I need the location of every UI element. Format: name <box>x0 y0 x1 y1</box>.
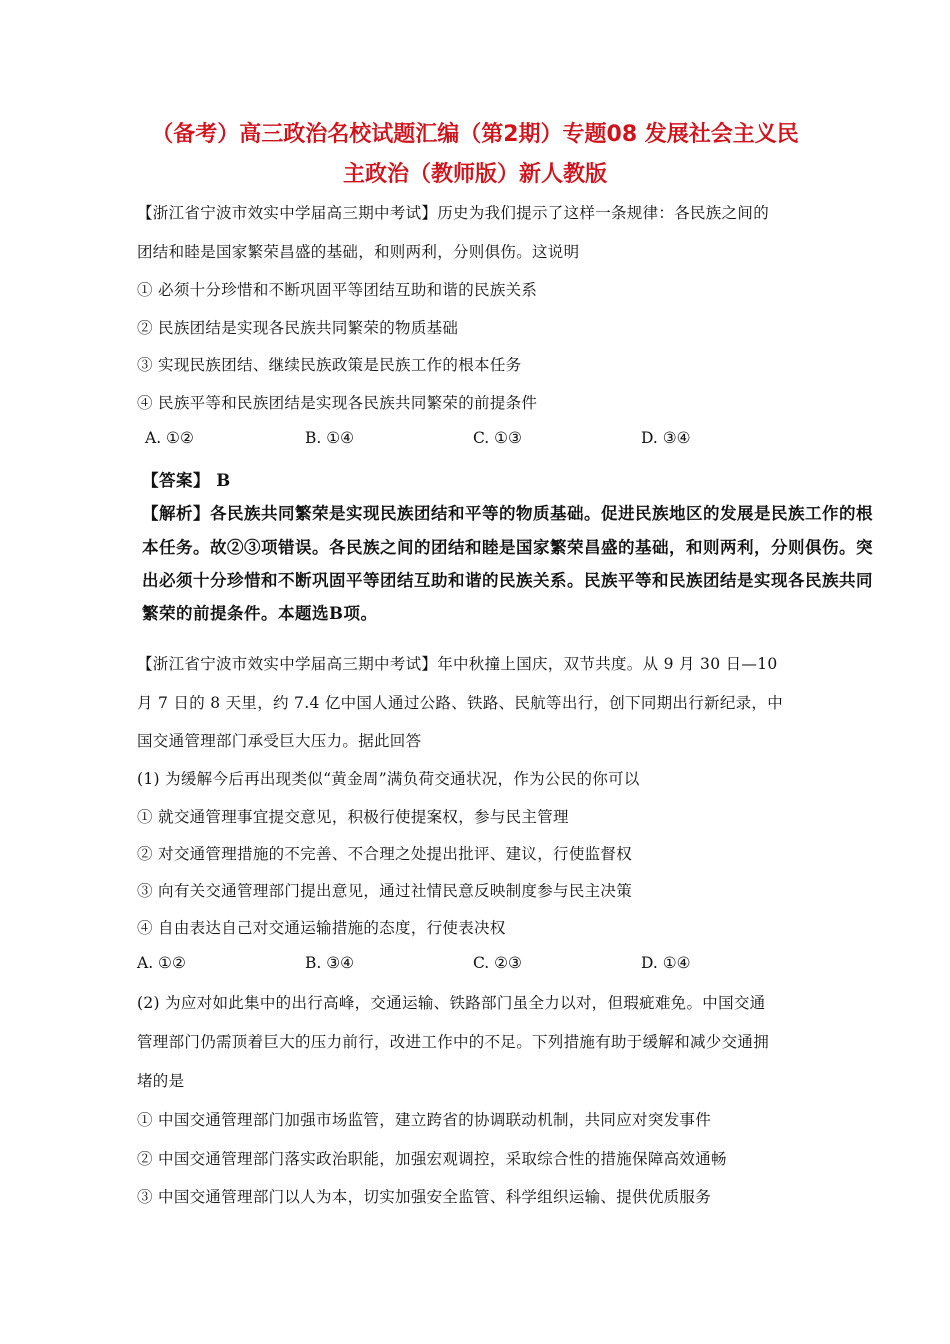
q2-stem-line-3: 国交通管理部门承受巨大压力。据此回答 <box>137 732 422 750</box>
q2-sub1-item-1: ① 就交通管理事宜提交意见，积极行使提案权，参与民主管理 <box>137 808 569 826</box>
q1-analysis-line-3: 出必须十分珍惜和不断巩固平等团结互助和谐的民族关系。民族平等和民族团结是实现各民族共同 <box>142 571 873 590</box>
q1-item-1: ① 必须十分珍惜和不断巩固平等团结互助和谐的民族关系 <box>137 281 538 299</box>
q2-sub1-option-b: B. ③④ <box>305 954 355 972</box>
q1-analysis-line-2: 本任务。故②③项错误。各民族之间的团结和睦是国家繁荣昌盛的基础，和则两利，分则俱伤。突 <box>142 538 873 557</box>
q1-analysis-line-4: 繁荣的前提条件。本题选B项。 <box>142 604 378 623</box>
q2-sub1-item-4: ④ 自由表达自己对交通运输措施的态度，行使表决权 <box>137 919 506 937</box>
q1-option-c: C. ①③ <box>473 429 522 447</box>
q2-sub1-item-3: ③ 向有关交通管理部门提出意见，通过社情民意反映制度参与民主决策 <box>137 882 633 900</box>
q1-item-3: ③ 实现民族团结、继续民族政策是民族工作的根本任务 <box>137 356 522 374</box>
q2-sub2-item-2: ② 中国交通管理部门落实政治职能，加强宏观调控，采取综合性的措施保障高效通畅 <box>137 1150 727 1168</box>
q2-sub2-question-line-1: (2) 为应对如此集中的出行高峰，交通运输、铁路部门虽全力以对，但瑕疵难免。中国交通 <box>137 994 766 1012</box>
q2-stem-line-1: 【浙江省宁波市效实中学届高三期中考试】年中秋撞上国庆，双节共度。从 9 月 30 日—10 <box>137 655 778 673</box>
q1-option-d: D. ③④ <box>641 429 691 447</box>
q2-sub2-question-line-2: 管理部门仍需顶着巨大的压力前行，改进工作中的不足。下列措施有助于缓解和减少交通拥 <box>137 1033 770 1051</box>
q1-option-a: A. ①② <box>145 429 194 447</box>
document-title-line-1: （备考）高三政治名校试题汇编（第2期）专题08 发展社会主义民 <box>151 122 799 147</box>
q2-sub1-option-a: A. ①② <box>137 954 186 972</box>
q2-sub2-item-1: ① 中国交通管理部门加强市场监管，建立跨省的协调联动机制，共同应对突发事件 <box>137 1111 712 1129</box>
q1-analysis-line-1: 【解析】各民族共同繁荣是实现民族团结和平等的物质基础。促进民族地区的发展是民族工作的根 <box>142 504 873 523</box>
q2-sub1-option-c: C. ②③ <box>473 954 522 972</box>
q1-stem-line-1: 【浙江省宁波市效实中学届高三期中考试】历史为我们提示了这样一条规律：各民族之间的 <box>137 204 770 222</box>
document-title-line-2: 主政治（教师版）新人教版 <box>342 162 607 187</box>
q2-stem-line-2: 月 7 日的 8 天里，约 7.4 亿中国人通过公路、铁路、民航等出行，创下同期出行新纪录，中 <box>137 694 784 712</box>
q2-sub1-item-2: ② 对交通管理措施的不完善、不合理之处提出批评、建议，行使监督权 <box>137 845 633 863</box>
q2-sub1-option-d: D. ①④ <box>641 954 691 972</box>
q1-item-2: ② 民族团结是实现各民族共同繁荣的物质基础 <box>137 319 459 337</box>
q1-stem-line-2: 团结和睦是国家繁荣昌盛的基础，和则两利，分则俱伤。这说明 <box>137 243 580 261</box>
q1-answer: 【答案】 B <box>142 471 231 490</box>
q2-sub2-question-line-3: 堵的是 <box>137 1072 185 1090</box>
q1-option-b: B. ①④ <box>305 429 355 447</box>
q2-sub1-question: (1) 为缓解今后再出现类似“黄金周”满负荷交通状况，作为公民的你可以 <box>137 770 640 788</box>
q2-sub2-item-3: ③ 中国交通管理部门以人为本，切实加强安全监管、科学组织运输、提供优质服务 <box>137 1188 712 1206</box>
q1-item-4: ④ 民族平等和民族团结是实现各民族共同繁荣的前提条件 <box>137 394 538 412</box>
